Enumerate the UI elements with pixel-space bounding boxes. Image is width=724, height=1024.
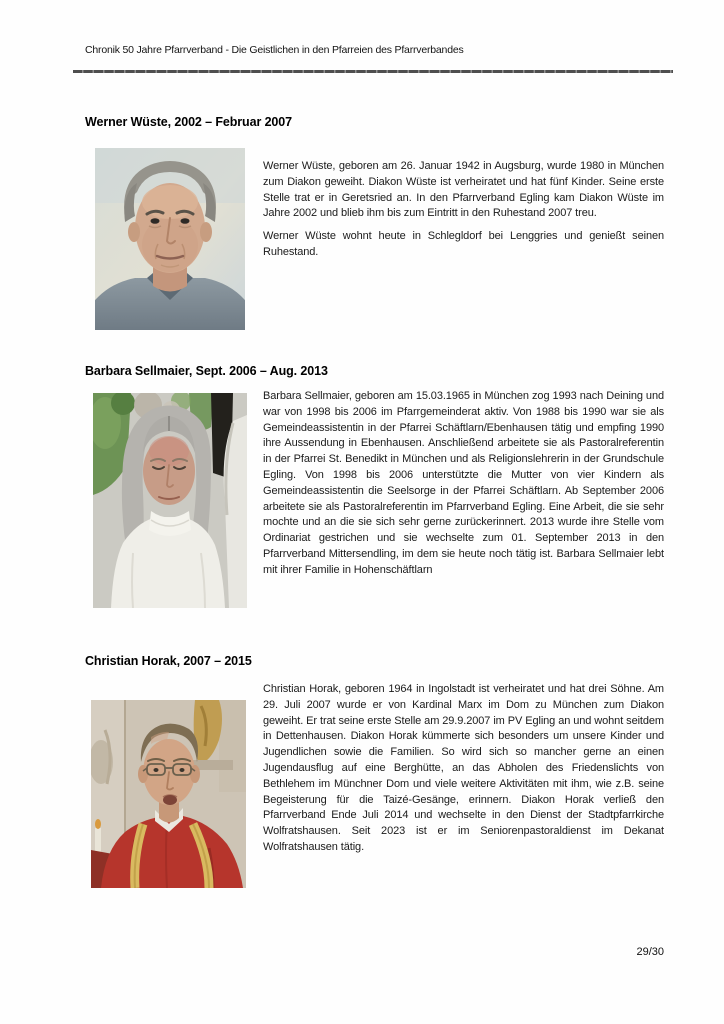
photo-christian-horak — [91, 700, 246, 888]
paragraph: Christian Horak, geboren 1964 in Ingolstadt ist verheiratet und hat drei Söhne. Am 29. Juli 2007 wurde er von Kardinal Marx im Dom zu München zum Diakon geweiht. Er trat seine erste Stelle am 29.9.2007 im PV Egling an und wohnt seitdem in Dettenhausen. Diakon Horak kümmerte sich besonders um unsere Kinder und Jugendlichen sowie die Familien. So wird sich so mancher gerne an einen Jugendausflug auf eine Berghütte, an das Abholen des Friedenslichts von Bethlehem im Münchner Dom und viele weitere Aktivitäten mit ihm, wie z.B. seine Begeisterung für die Taizé-Gesänge, erinnern. Diakon Horak verließ den Pfarrverband Ende Juli 2014 und wechselte in den Dienst der Stadtpfarrkirche Wolfratshausen. Seit 2023 ist er im Seniorenpastoraldienst im Dekanat Wolfratshausen tätig. — [263, 683, 664, 853]
photo-werner-wueste — [95, 148, 245, 330]
section-text-werner-wueste — [263, 159, 664, 268]
section-heading-christian-horak: Christian Horak, 2007 – 2015 — [85, 654, 252, 668]
portrait-illustration — [91, 700, 246, 888]
document-header-title: Chronik 50 Jahre Pfarrverband - Die Geistlichen in den Pfarreien des Pfarrverbandes — [85, 44, 464, 56]
header-divider-line — [73, 70, 673, 73]
paragraph: Werner Wüste, geboren am 26. Januar 1942 in Augsburg, wurde 1980 in München zum Diakon geweiht. Diakon Wüste ist verheiratet und hat fünf Kinder. Seine erste Stelle trat er in Geretsried an. In den Pfarrverband Egling kam Diakon Wüste im Jahre 2002 und blieb ihm bis zum Eintritt in den Ruhestand 2007 treu. — [263, 160, 664, 220]
section-text-christian-horak — [263, 682, 664, 863]
paragraph: Barbara Sellmaier, geboren am 15.03.1965 in München zog 1993 nach Deining und war von 1998 bis 2006 im Pfarrgemeinderat aktiv. Von 1988 bis 1990 war sie als Gemeindeassistentin in der Pfarrei Schäftlarn/Ebenhausen tätig und empfing 1990 ihre Aussendung in Ebenhausen. Anschließend arbeitete sie als Pastoralreferentin in der Pfarrei St. Benedikt in München und als Religionslehrerin in der Grundschule Egling. Von 1998 bis 2006 unterstützte die Mutter von vier Kindern als Gemeindeassistentin die Seelsorge in der Pfarrei Schäftlarn. Ab September 2006 arbeitete sie als Pastoralreferentin im Pfarrverband Egling. Eine Arbeit, die sie sehr mochte und an die sie sich sehr gerne zurückerinnert. 2013 wurde ihre Stelle vom Ordinariat gestrichen und sie wechselte zum 01. September 2013 in den Pfarrverband Mittersendling, im dem sie heute noch tätig ist. Barbara Sellmaier lebt mit ihrer Familie in Hohenschäftlarn — [263, 390, 664, 576]
section-heading-barbara-sellmaier: Barbara Sellmaier, Sept. 2006 – Aug. 2013 — [85, 364, 328, 378]
section-heading-werner-wueste: Werner Wüste, 2002 – Februar 2007 — [85, 115, 292, 129]
portrait-illustration — [95, 148, 245, 330]
paragraph: Werner Wüste wohnt heute in Schlegldorf bei Lenggries und genießt seinen Ruhestand. — [263, 230, 664, 258]
photo-barbara-sellmaier — [93, 393, 247, 608]
portrait-illustration — [93, 393, 247, 608]
page-number: 29/30 — [636, 946, 664, 958]
section-text-barbara-sellmaier — [263, 389, 664, 586]
